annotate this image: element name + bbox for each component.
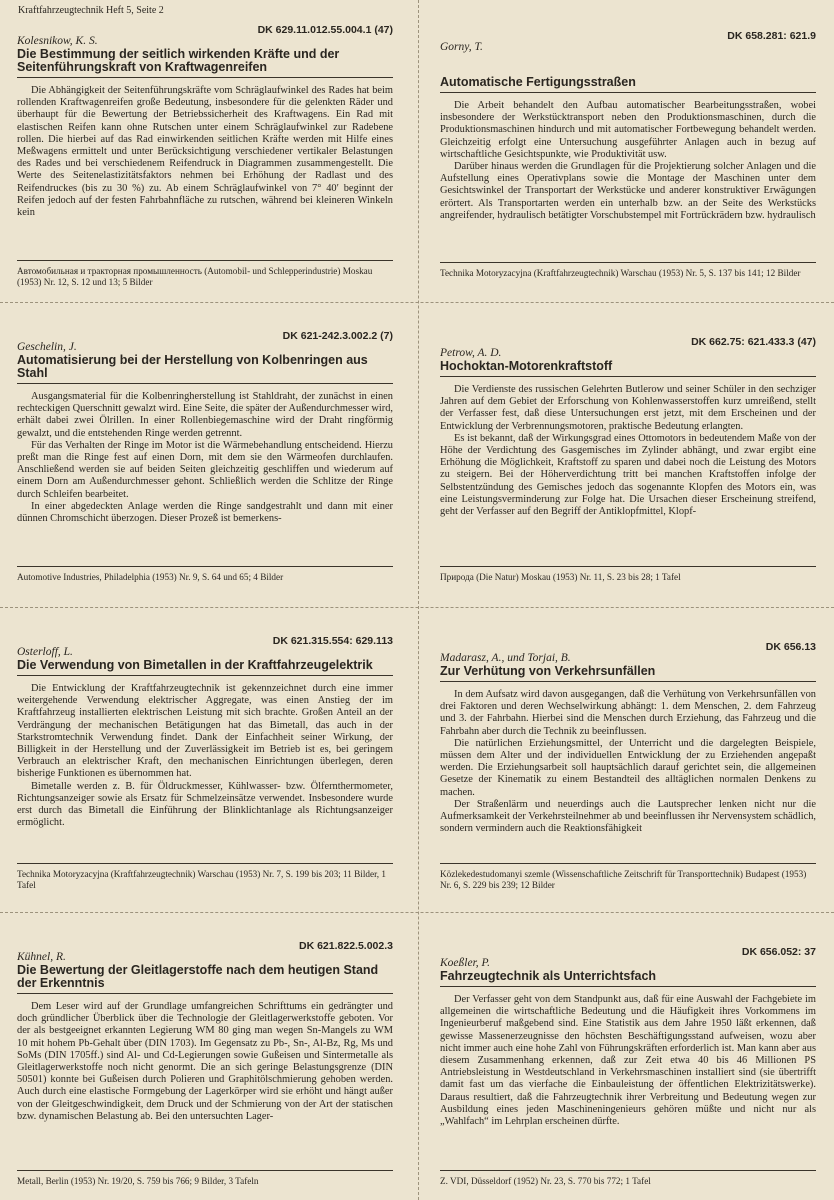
abstract-body (17, 683, 393, 829)
author: Gorny, T. (440, 41, 483, 53)
article-title: Die Verwendung von Bimetallen in der Kraftfahrzeugelektrik (17, 659, 393, 676)
article-title: Die Bewertung der Gleitlagerstoffe nach dem heutigen Stand der Erkenntnis (17, 964, 393, 994)
paragraph: Für das Verhalten der Ringe im Motor ist die Wärmebehandlung entscheidend. Hierzu preßt man die Ringe fest auf einen Dorn, mit dem sie den Wärmeofen durchlaufen. Anschließend werden sie auf beiden Seiten gleichzeitig geschliffen und wiederum auf einem Dorn am Außendurchmesser gehont. Schließlich werden die Schlitze der Ringe durch Schleifen bearbeitet. (17, 439, 393, 500)
dk-number: DK 621-242.3.002.2 (7) (282, 330, 393, 342)
author: Kolesnikow, K. S. (17, 35, 98, 47)
row-divider (0, 912, 834, 913)
dk-number: DK 621.315.554: 629.113 (272, 635, 393, 647)
abstract-body (440, 384, 816, 518)
article-title: Hochoktan-Motorenkraftstoff (440, 360, 816, 377)
paragraph: Der Straßenlärm und neuerdings auch die Lautsprecher lenken nicht nur die Aufmerksamkeit der Verkehrsteilnehmer ab und beeinflussen ihr Nervensystem schädlich, sondern vermindern auch die Reaktionsfähigkeit (440, 798, 816, 835)
abstract-card (17, 940, 393, 1198)
abstract-card (440, 946, 816, 1198)
paragraph: Der Verfasser geht von dem Standpunkt aus, daß für eine Auswahl der Fachgebiete im allgemeinen die wirtschaftliche Bedeutung und die Häufigkeit ihres Vorkommens im Ingenieurberuf maßgebend sind. Eine Statistik aus dem Jahre 1950 läßt erkennen, daß gewisse Massenerzeugnisse den höchsten Beschäftigungsstand aufweisen, wozu aber nicht immer auch eine hohe Zahl von Führungskräften erforderlich ist. Man kann aber aus diesem Zusammenhang erkennen, daß zur Zeit etwa 40 bis 46 Millionen PS Antriebsleistung in Westdeutschland in Verkehrsmaschinen installiert sind (sie übertrifft damit fast um das vierfache die Einbauleistung der öffentlichen Elektrizitätswerke). Daraus resultiert, daß die Fahrzeugtechnik ihrer Verbreitung und Bedeutung wegen zur Ausbildung eines jeden Maschineningenieurs gehören müßte und nicht nur als „Wahlfach“ im Lehrplan erscheinen dürfte. (440, 994, 816, 1128)
row-divider (0, 607, 834, 608)
paragraph: Die Verdienste des russischen Gelehrten Butlerow und seiner Schüler in den sechziger Jahren auf dem Gebiet der Erforschung von Kohlenwasserstoffen kurz umreißend, stellt der Verfasser fest, daß diese Untersuchungen erst jetzt, mit dem Erscheinen und der Entwicklung der Verbrennungsmotoren, praktische Bedeutung erlangten. (440, 384, 816, 432)
source-citation: Автомобильная и тракторная промышленность (Automobil- und Schlepperindustrie) Moskau (1953) Nr. 12, S. 12 und 13; 5 Bilder (17, 260, 393, 288)
dk-number: DK 658.281: 621.9 (727, 30, 816, 42)
paragraph: Dem Leser wird auf der Grundlage umfangreichen Schrifttums ein gedrängter und doch gründlicher Überblick über die Technologie der Gleitlagerwerkstoffe geboten. Vor der als bestgeeignet erkannten Legierung WM 80 ging man wegen Sn-Mangels zu WM 10 mit hohem Pb-Gehalt über (DIN 1703). Im Gegensatz zu Pb-, Sn-, Al-Bz, Rg, Ms und SoMs (DIN 1705ff.) sind Al- und Cd-Legierungen sowie Gußeisen und Sintermetalle als Gleitlagerwerkstoffe noch nicht genormt. Die an sich geringe Belastungsgrenze (DIN 50501) konnte bei Gußeisen durch Polieren und Graphitölschmierung gehoben werden. Auch durch eine elastische Formgebung der Lagerkörper wird sie erhöht und hängt außer von der Gleitgeschwindigkeit, dem Druck und der Schmierung von der Art der statischen bzw. dynamischen Belastung ab. Bei den untersuchten Lager- (17, 1001, 393, 1122)
article-title: Automatisierung bei der Herstellung von Kolbenringen aus Stahl (17, 354, 393, 384)
author: Koeßler, P. (440, 957, 490, 969)
author: Petrow, A. D. (440, 347, 502, 359)
page-header: Kraftfahrzeugtechnik Heft 5, Seite 2 (18, 5, 164, 16)
article-title: Automatische Fertigungsstraßen (440, 76, 816, 93)
column-divider (418, 0, 420, 1200)
paragraph: Die Entwicklung der Kraftfahrzeugtechnik ist gekennzeichnet durch eine immer weitergehende Verwendung elektrischer Aggregate, was einen Anstieg der im Kraftfahrzeug installierten elektrischen Leistung mit sich brachte. Großen Anteil an der Verdrängung der mechanischen Betätigungen hat das Bimetall, das auch in der Starkstromtechnik Verwendung findet. Dank der Einfachheit seiner Wirkung, der Billigkeit in der Herstellung und der Zuverlässigkeit im Betrieb ist es, bei geringem Verbrauch an elektrischer Kraft, den mechanischen Einrichtungen überlegen, deren bisherige Funktionen es übernommen hat. (17, 683, 393, 780)
abstract-card (17, 330, 393, 602)
paragraph: Es ist bekannt, daß der Wirkungsgrad eines Ottomotors in bedeutendem Maße von der Höhe der Verdichtung des Gasgemisches im Zylinder abhängt, und zwar ergibt eine Erhöhung die Möglichkeit, Kraftstoff zu sparen und dabei noch die Leistung des Motors zu steigern. Bei der Höherverdichtung tritt bei manchen Kraftstoffen infolge der Selbstentzündung des Gemisches jedoch das sogenannte Klopfen des Motors ein, was eine Leistungsverminderung zur Folge hat. Die Ursachen dieser Erscheinung streifend, geht der Verfasser auf den Begriff der Antiklopfmittel, Klopf- (440, 432, 816, 518)
article-title: Fahrzeugtechnik als Unterrichtsfach (440, 970, 816, 987)
author: Geschelin, J. (17, 341, 77, 353)
dk-number: DK 621.822.5.002.3 (299, 940, 393, 952)
abstract-body (17, 391, 393, 525)
source-citation: Technika Motoryzacyjna (Kraftfahrzeugtechnik) Warschau (1953) Nr. 7, S. 199 bis 203; 11 Bilder, 1 Tafel (17, 863, 393, 891)
row-divider (0, 302, 834, 303)
paragraph: In dem Aufsatz wird davon ausgegangen, daß die Verhütung von Verkehrsunfällen von drei Faktoren und deren Wechselwirkung abhängt: 1. dem Menschen, 2. dem Fahrzeug und 3. der Fahrbahn. Hierbei sind die Menschen durch Erziehung, das Fahrzeug und die Fahrbahn aber durch die Technik zu beeinflussen. (440, 689, 816, 737)
paragraph: Die natürlichen Erziehungsmittel, der Unterricht und die dargelegten Beispiele, müssen dem Alter und der individuellen Entwicklung der zu Erziehenden angepaßt werden. Die Erziehungsarbeit soll hauptsächlich darauf gerichtet sein, die allgemeinen Gesetze der Kinematik zu einem Bestandteil des alltäglichen normalen Denkens zu machen. (440, 737, 816, 798)
source-citation: Природа (Die Natur) Moskau (1953) Nr. 11, S. 23 bis 28; 1 Tafel (440, 566, 816, 583)
article-title: Zur Verhütung von Verkehrsunfällen (440, 665, 816, 682)
paragraph: Die Arbeit behandelt den Aufbau automatischer Bearbeitungsstraßen, wobei insbesondere der Werkstücktransport neben den Produktionsmaschinen, durch die Produktionsmaschinen hindurch und mit automatischer Fortbewegung behandelt werden. Gleichzeitig erfolgt eine Untersuchung ausgeführter Anlagen auch in bezug auf wirtschaftliche Gesichtspunkte, wie Produktivität usw. (440, 100, 816, 160)
author: Kühnel, R. (17, 951, 66, 963)
abstract-body (440, 689, 816, 835)
source-citation: Közlekedestudomanyi szemle (Wissenschaftliche Zeitschrift für Transporttechnik) Budapest (1953) Nr. 6, S. 229 bis 239; 12 Bilder (440, 863, 816, 891)
abstract-body (440, 100, 816, 222)
dk-number: DK 656.13 (765, 641, 816, 653)
dk-number: DK 662.75: 621.433.3 (47) (691, 336, 816, 348)
source-citation: Technika Motoryzacyjna (Kraftfahrzeugtechnik) Warschau (1953) Nr. 5, S. 137 bis 141; 12 Bilder (440, 262, 816, 279)
abstract-card (440, 336, 816, 602)
abstract-card (17, 635, 393, 907)
paragraph: Die Abhängigkeit der Seitenführungskräfte vom Schräglaufwinkel des Rades hat beim rollenden Kraftwagenreifen große Bedeutung, insbesondere für die gelenkten Räder und überhaupt für die Bewertung der Betriebssicherheit des Kraftwagens. Ein Rad mit elastischen Reifen kann ohne Rutschen unter einem Schräglaufwinkel zur Radebene rollen. Die hierbei auf das Rad einwirkenden seitlichen Kräfte werden mit Hilfe eines Meßwagens ermittelt und unter Berücksichtigung verschiedener vertikaler Belastungen des Rades und bei verschiedenem Reifendruck in Diagrammen zusammengestellt. Die Werte des Seitenelastizitätsfaktors nehmen bei Erhöhung der Radlast und des Reifendruckes (bis zu 30 %) zu. Ab einem Schräglaufwinkel von 7° 40′ beginnt der Reifen jedoch auf der festen Fahrbahnfläche zu rutschen, während bei kleineren Winkeln kein (17, 85, 393, 219)
source-citation: Automotive Industries, Philadelphia (1953) Nr. 9, S. 64 und 65; 4 Bilder (17, 566, 393, 583)
abstract-body (17, 85, 393, 219)
source-citation: Metall, Berlin (1953) Nr. 19/20, S. 759 bis 766; 9 Bilder, 3 Tafeln (17, 1170, 393, 1187)
article-title: Die Bestimmung der seitlich wirkenden Kräfte und der Seitenführungskraft von Kraftwagenreifen (17, 48, 393, 78)
author: Madarasz, A., und Torjai, B. (440, 652, 571, 664)
dk-number: DK 629.11.012.55.004.1 (47) (257, 24, 393, 36)
source-citation: Z. VDI, Düsseldorf (1952) Nr. 23, S. 770 bis 772; 1 Tafel (440, 1170, 816, 1187)
author: Osterloff, L. (17, 646, 73, 658)
dk-number: DK 656.052: 37 (741, 946, 816, 958)
abstract-card (17, 24, 393, 296)
abstract-card (440, 30, 816, 296)
abstract-body (17, 1001, 393, 1123)
paragraph: Ausgangsmaterial für die Kolbenringherstellung ist Stahldraht, der zunächst in einen rechteckigen Querschnitt gewalzt wird. Eine Seite, die später der Außendurchmesser wird, erhält dabei zwei Ölrillen. In einer Rollenbiegemaschine wird der Draht ringförmig gewalzt, und die entstehenden Ringe werden getrennt. (17, 391, 393, 439)
paragraph: Bimetalle werden z. B. für Öldruckmesser, Kühlwasser- bzw. Ölfernthermometer, Richtungsanzeiger sowie als Ersatz für Schmelzeinsätze verwendet. Insbesondere wurde erst durch das Bimetall die Einführung der Blinklichtanlage als Richtungsanzeiger ermöglicht. (17, 780, 393, 829)
abstract-card (440, 641, 816, 907)
abstract-body (440, 994, 816, 1128)
paragraph: In einer abgedeckten Anlage werden die Ringe sandgestrahlt und dann mit einer dünnen Chromschicht überzogen. Dieser Prozeß ist bemerkens- (17, 500, 393, 525)
paragraph: Darüber hinaus werden die Grundlagen für die Projektierung solcher Anlagen und die Aufstellung eines Operativplans sowie die Montage der Maschinen unter dem Gesichtswinkel der Transportart der Werkstücke und anderer konstruktiver Erwägungen erörtert. Als Transportarten werden ein unterhalb bzw. an der Seite des Werkstücks angreifender, hydraulisch betätigter Vorschubstempel mit Fortrückrädern bzw. hydraulisch (440, 161, 816, 221)
